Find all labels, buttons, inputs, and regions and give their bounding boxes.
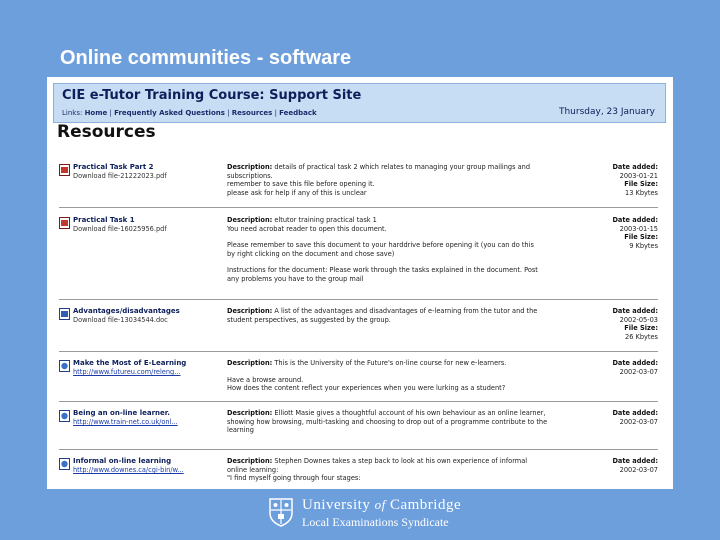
nav-link-resources[interactable]: Resources	[231, 109, 273, 117]
size-value: 26 Kbytes	[625, 332, 658, 341]
pdf-file-icon	[59, 164, 70, 176]
nav-link-feedback[interactable]: Feedback	[279, 109, 317, 117]
date-value: 2002-03-07	[619, 367, 658, 376]
resource-title[interactable]: Being an on-line learner.	[73, 409, 170, 417]
description-label: Description:	[227, 163, 273, 171]
description-text: Stephen Downes takes a step back to look at his own experience of informal	[274, 457, 528, 465]
description-text: learning	[227, 426, 254, 435]
resource-item	[59, 457, 658, 489]
date-value: 2002-05-03	[619, 315, 658, 324]
description-text	[227, 233, 565, 241]
date-label: Date added:	[612, 163, 658, 171]
description-text: any problems you have to the group mail	[227, 274, 364, 283]
description-text: You need acrobat reader to open this document.	[227, 224, 387, 233]
divider	[59, 351, 658, 352]
syndicate-name: Local Examinations Syndicate	[302, 515, 449, 529]
date-value: 2003-01-15	[619, 224, 658, 233]
size-label: File Size:	[624, 180, 658, 189]
description-label: Description:	[227, 307, 273, 315]
description-text: This is the University of the Future's on-line course for new e-learners.	[274, 359, 507, 367]
description-text: online learning:	[227, 465, 279, 474]
date-label: Date added:	[612, 409, 658, 417]
description-label: Description:	[227, 359, 273, 367]
description-text: Please remember to save this document to your harddrive before opening it (you can do this	[227, 241, 534, 250]
nav-link-home[interactable]: Home	[84, 109, 108, 117]
description-text: student perspectives, as suggested by the group.	[227, 315, 391, 324]
resource-title[interactable]: Informal on-line learning	[73, 457, 172, 465]
web-link-icon	[59, 360, 70, 372]
resource-item	[59, 216, 658, 296]
nav-link-faq[interactable]: Frequently Asked Questions	[114, 109, 225, 117]
date-label: Date added:	[612, 359, 658, 367]
download-link[interactable]: Download file-13034544.doc	[73, 316, 168, 324]
university-name	[302, 497, 461, 514]
description-text: How does the content reflect your experiences when you were lurking as a student?	[227, 384, 506, 393]
date-value: 2003-01-21	[619, 171, 658, 180]
resource-title[interactable]: Make the Most of E-Learning	[73, 359, 187, 367]
nav-links: Links: Home | Frequently Asked Questions | Resources | Feedback	[62, 109, 317, 117]
resource-title[interactable]: Practical Task Part 2	[73, 163, 154, 171]
date-label: Date added:	[612, 457, 658, 465]
site-header	[53, 83, 666, 123]
site-title: CIE e-Tutor Training Course: Support Site	[62, 88, 362, 103]
resource-title[interactable]: Practical Task 1	[73, 216, 135, 224]
description-text: showing how browsing, multi-tasking and choosing to drop out of a programme contribute to the	[227, 417, 548, 426]
word-file-icon	[59, 308, 70, 320]
university-of: of	[374, 497, 386, 512]
description-label: Description:	[227, 409, 273, 417]
description-label: Description:	[227, 457, 273, 465]
description-text: Instructions for the document: Please work through the tasks explained in the document. Post	[227, 266, 538, 275]
url-link[interactable]: http://www.train-net.co.uk/onl...	[73, 418, 178, 426]
web-link-icon	[59, 410, 70, 422]
links-label: Links:	[62, 109, 83, 117]
slide-title: Online communities - software	[60, 47, 352, 69]
web-link-icon	[59, 458, 70, 470]
size-value: 13 Kbytes	[625, 188, 658, 197]
download-link[interactable]: Download file-21222023.pdf	[73, 172, 167, 180]
description-label: Description:	[227, 216, 273, 224]
divider	[59, 401, 658, 402]
resource-item	[59, 409, 658, 439]
university-prefix: University	[302, 497, 371, 513]
size-value: 9 Kbytes	[629, 241, 658, 250]
description-text: Elliott Masie gives a thoughtful account of his own behaviour as an online learner,	[274, 409, 546, 417]
description-text: eltutor training practical task 1	[274, 216, 377, 224]
description-text: "I find myself going through four stages:	[227, 474, 361, 483]
download-link[interactable]: Download file-16025956.pdf	[73, 225, 167, 233]
description-text	[227, 258, 565, 266]
divider	[59, 299, 658, 300]
date-label: Date added:	[612, 307, 658, 315]
url-link[interactable]: http://www.futureu.com/releng...	[73, 368, 181, 376]
size-label: File Size:	[624, 324, 658, 333]
description-text: details of practical task 2 which relates to managing your group mailings and	[274, 163, 531, 171]
resource-title[interactable]: Advantages/disadvantages	[73, 307, 180, 315]
description-text: A list of the advantages and disadvantages of e-learning from the tutor and the	[274, 307, 538, 315]
description-text: remember to save this file before opening it.	[227, 180, 375, 189]
description-text: by right clicking on the document and chose save)	[227, 249, 395, 258]
url-link[interactable]: http://www.downes.ca/cgi-bin/w...	[73, 466, 184, 474]
resource-item	[59, 163, 658, 203]
site-date: Thursday, 23 January	[558, 107, 655, 117]
description-text: Have a browse around.	[227, 375, 304, 384]
divider	[59, 449, 658, 450]
date-value: 2002-03-07	[619, 465, 658, 474]
pdf-file-icon	[59, 217, 70, 229]
description-text: please ask for help if any of this is unclear	[227, 188, 367, 197]
university-suffix: Cambridge	[389, 497, 462, 513]
page-title: Resources	[57, 122, 156, 142]
date-value: 2002-03-07	[619, 417, 658, 426]
browser-screenshot	[47, 77, 673, 489]
resource-item	[59, 307, 658, 341]
resource-item	[59, 359, 658, 393]
date-label: Date added:	[612, 216, 658, 224]
description-text	[227, 368, 565, 376]
size-label: File Size:	[624, 233, 658, 242]
cambridge-crest-icon	[268, 497, 294, 527]
description-text: subscriptions.	[227, 171, 273, 180]
divider	[59, 207, 658, 208]
